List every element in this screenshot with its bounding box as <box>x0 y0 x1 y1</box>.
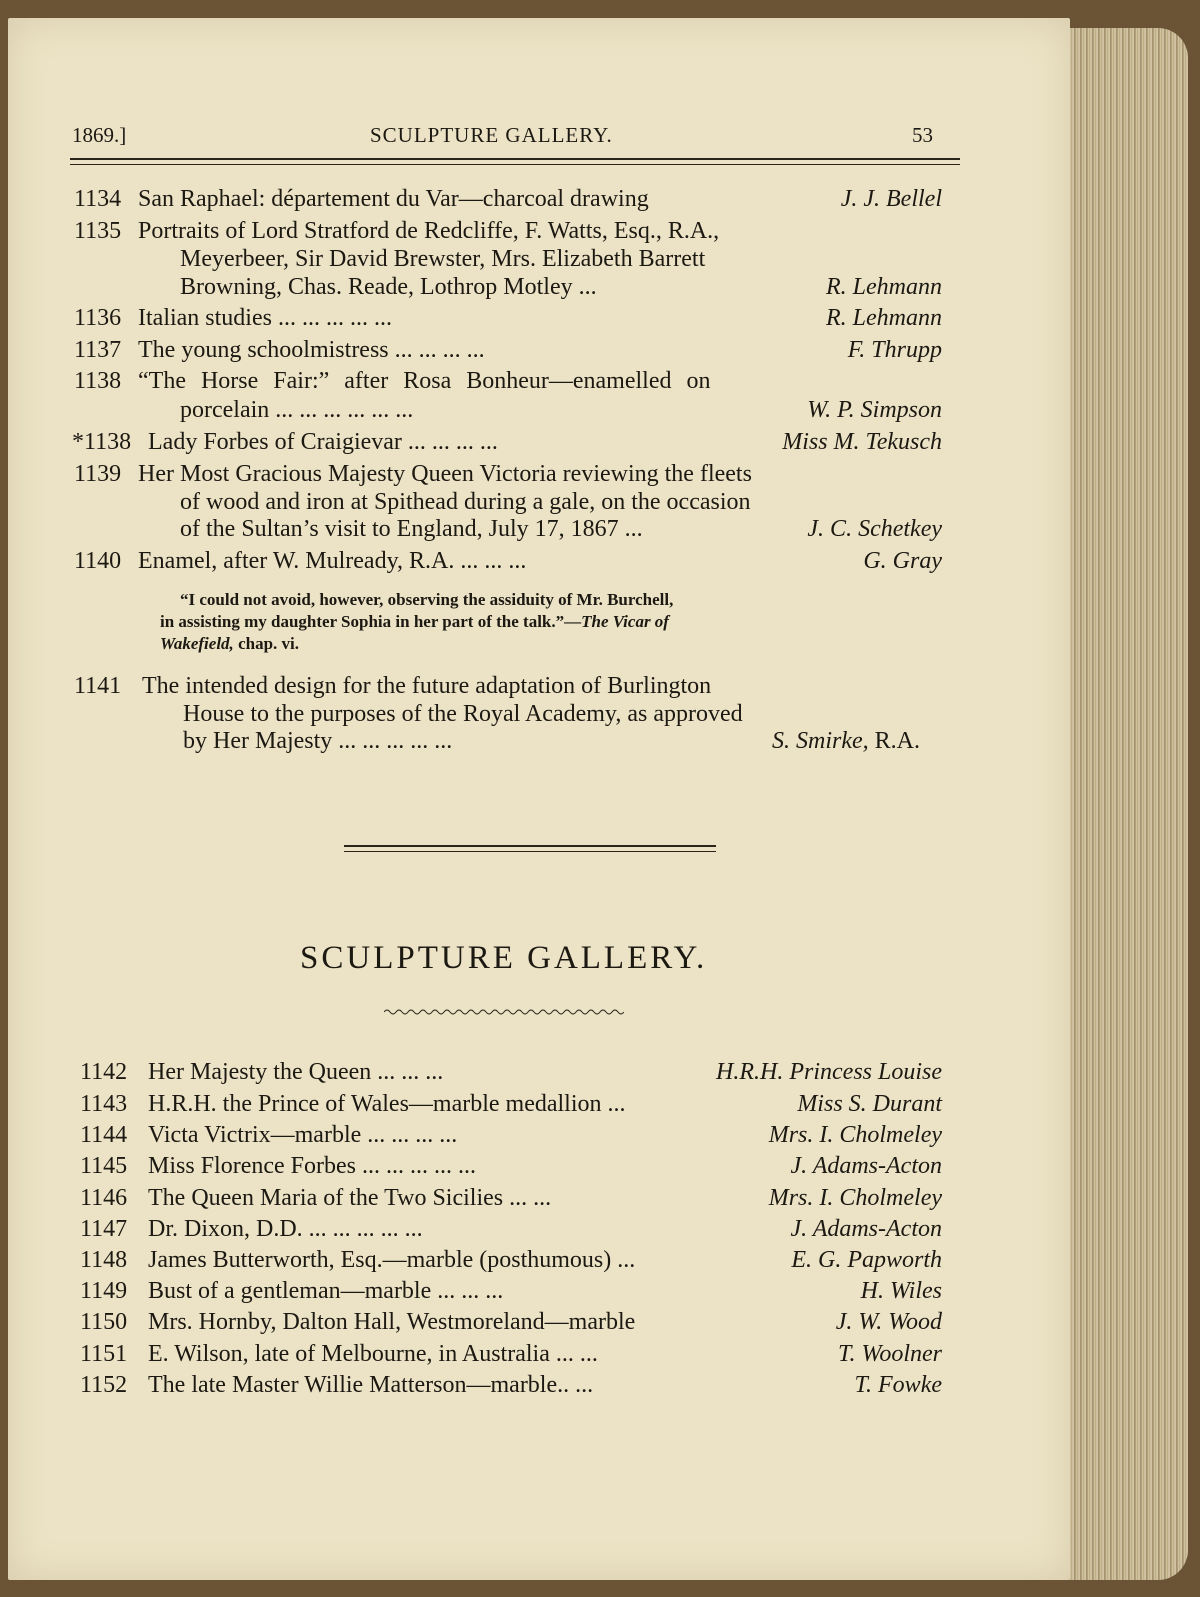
artist-name: J. Adams-Acton <box>790 1153 942 1179</box>
catalogue-number: 1135 <box>74 218 122 244</box>
quote-text: in assisting my daughter Sophia in her part of the talk.”— <box>160 612 582 631</box>
entry-title: Italian studies ... ... ... ... ... <box>138 305 392 331</box>
entry-title-cont: of the Sultan’s visit to England, July 17, 1867 ... <box>180 516 643 542</box>
artist-name: E. G. Papworth <box>791 1247 942 1273</box>
catalogue-number: 1147 <box>80 1216 128 1242</box>
section-divider <box>344 845 716 847</box>
quote-line-2 <box>160 611 669 632</box>
catalogue-number: 1136 <box>74 305 122 331</box>
catalogue-number: 1141 <box>74 673 122 699</box>
catalogue-number: 1134 <box>74 186 122 212</box>
quote-chapter: chap. vi. <box>233 634 299 653</box>
artist-name: J. W. Wood <box>835 1309 942 1335</box>
artist-name: R. Lehmann <box>826 305 942 331</box>
catalogue-number: 1140 <box>74 548 122 574</box>
entry-title: The intended design for the future adaptation of Burlington <box>142 673 712 699</box>
entry-title: Portraits of Lord Stratford de Redcliffe, F. Watts, Esq., R.A., <box>138 218 720 244</box>
header-rule-thin <box>70 164 960 165</box>
section-title: SCULPTURE GALLERY. <box>300 940 708 976</box>
entry-title: The Queen Maria of the Two Sicilies ... ... <box>148 1185 552 1211</box>
catalogue-number: 1139 <box>74 461 122 487</box>
entry-title: Victa Victrix—marble ... ... ... ... <box>148 1122 458 1148</box>
artist-title: R.A. <box>868 728 920 754</box>
entry-title-cont: House to the purposes of the Royal Academy, as approved <box>183 701 743 727</box>
catalogue-number: 1151 <box>80 1341 128 1367</box>
catalogue-number: 1146 <box>80 1185 128 1211</box>
catalogue-number: 1138 <box>74 368 122 394</box>
entry-title: San Raphael: département du Var—charcoal drawing <box>138 186 649 212</box>
artist-name: Miss S. Durant <box>797 1091 942 1117</box>
catalogue-number: 1152 <box>80 1372 128 1398</box>
catalogue-number: 1142 <box>80 1059 128 1085</box>
catalogue-number: 1150 <box>80 1309 128 1335</box>
entry-title: Enamel, after W. Mulready, R.A. ... ... ... <box>138 548 527 574</box>
artist-name: Mrs. I. Cholmeley <box>768 1185 942 1211</box>
catalogue-number: 1148 <box>80 1247 128 1273</box>
entry-title: “The Horse Fair:” after Rosa Bonheur—enamelled on <box>138 368 711 394</box>
catalogue-number: 1137 <box>74 337 122 363</box>
page-number: 53 <box>912 123 933 147</box>
artist-name: J. Adams-Acton <box>790 1216 942 1242</box>
ornamental-wave-rule <box>384 1008 624 1016</box>
artist-name: Miss M. Tekusch <box>782 429 942 455</box>
entry-title: H.R.H. the Prince of Wales—marble medallion ... <box>148 1091 626 1117</box>
header-rule <box>70 158 960 160</box>
quote-source-title: The Vicar of <box>581 612 669 631</box>
entry-title: Miss Florence Forbes ... ... ... ... ... <box>148 1153 476 1179</box>
artist-name: H.R.H. Princess Louise <box>716 1059 942 1085</box>
entry-title: Her Most Gracious Majesty Queen Victoria reviewing the fleets <box>138 461 752 487</box>
header-year: 1869.] <box>72 123 127 147</box>
entry-title-cont: Browning, Chas. Reade, Lothrop Motley ... <box>180 274 597 300</box>
artist-name: G. Gray <box>863 548 942 574</box>
artist-name: T. Fowke <box>854 1372 942 1398</box>
running-title: SCULPTURE GALLERY. <box>370 123 613 147</box>
artist-name: Mrs. I. Cholmeley <box>768 1122 942 1148</box>
catalogue-number: *1138 <box>72 429 132 455</box>
artist-name: W. P. Simpson <box>807 397 942 423</box>
entry-title: E. Wilson, late of Melbourne, in Australia ... ... <box>148 1341 598 1367</box>
artist-name: R. Lehmann <box>826 274 942 300</box>
entry-title-cont: Meyerbeer, Sir David Brewster, Mrs. Elizabeth Barrett <box>180 246 706 272</box>
entry-title-cont: porcelain ... ... ... ... ... ... <box>180 397 414 423</box>
artist-name: T. Woolner <box>837 1341 942 1367</box>
catalogue-number: 1145 <box>80 1153 128 1179</box>
artist-name: J. C. Schetkey <box>807 516 942 542</box>
catalogue-number: 1149 <box>80 1278 128 1304</box>
entry-title-cont: by Her Majesty ... ... ... ... ... <box>183 728 453 754</box>
entry-title-cont: of wood and iron at Spithead during a gale, on the occasion <box>180 489 751 515</box>
entry-title: The young schoolmistress ... ... ... ... <box>138 337 485 363</box>
entry-title: Her Majesty the Queen ... ... ... <box>148 1059 444 1085</box>
entry-title: James Butterworth, Esq.—marble (posthumous) ... <box>148 1247 636 1273</box>
artist-name: J. J. Bellel <box>840 186 942 212</box>
entry-title: Mrs. Hornby, Dalton Hall, Westmoreland—marble <box>148 1309 636 1335</box>
quote-source-title-cont: Wakefield, <box>160 634 234 653</box>
quote-line-3 <box>160 633 299 654</box>
artist-name: F. Thrupp <box>847 337 942 363</box>
entry-title: Dr. Dixon, D.D. ... ... ... ... ... <box>148 1216 423 1242</box>
artist-surname: S. Smirke, <box>772 728 869 754</box>
entry-title: Lady Forbes of Craigievar ... ... ... ... <box>148 429 498 455</box>
catalogue-number: 1143 <box>80 1091 128 1117</box>
entry-title: Bust of a gentleman—marble ... ... ... <box>148 1278 504 1304</box>
quote-line-1: “I could not avoid, however, observing the assiduity of Mr. Burchell, <box>180 590 674 609</box>
artist-name <box>772 727 920 756</box>
entry-title: The late Master Willie Matterson—marble.. ... <box>148 1372 594 1398</box>
catalogue-number: 1144 <box>80 1122 128 1148</box>
page-edges <box>1058 28 1188 1580</box>
artist-name: H. Wiles <box>860 1278 942 1304</box>
section-divider-thin <box>344 851 716 852</box>
